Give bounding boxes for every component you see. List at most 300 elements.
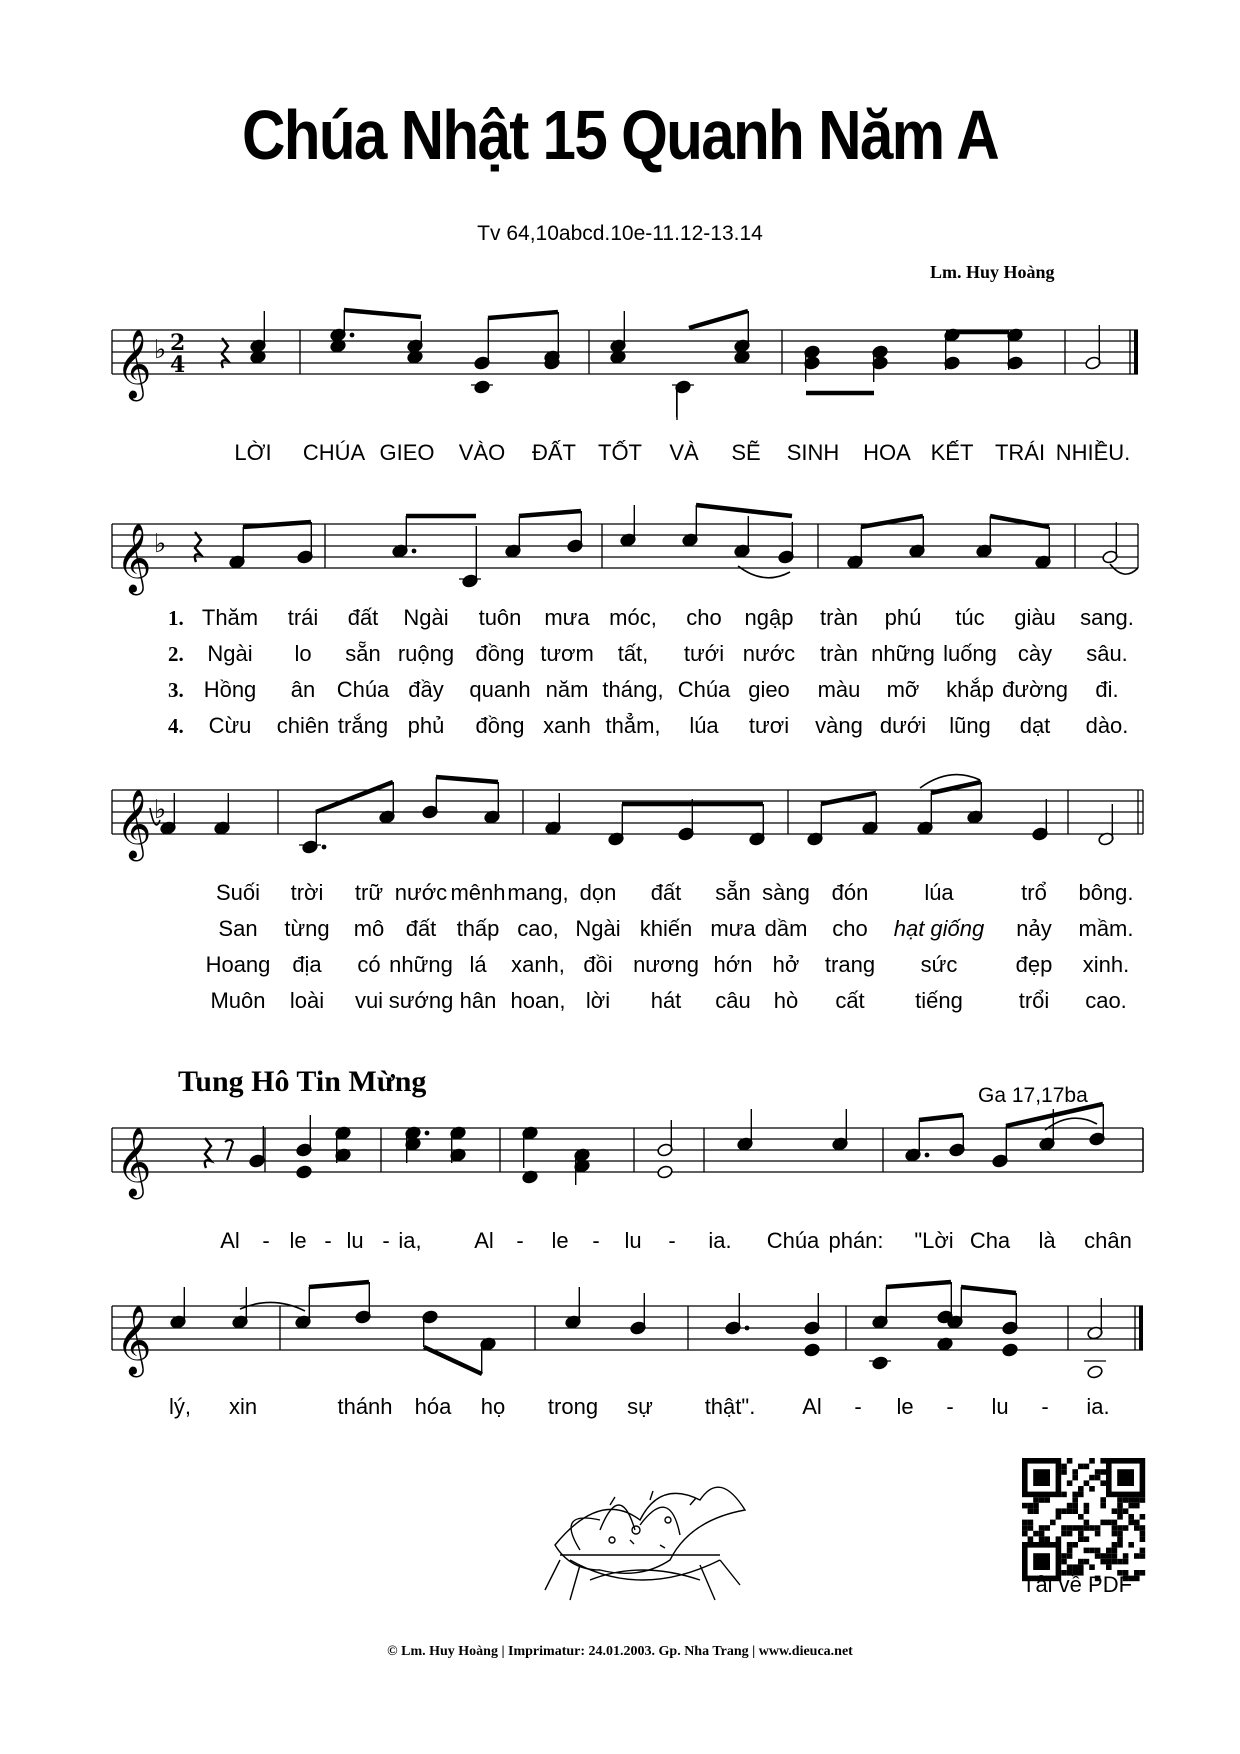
- verse-lyric: xinh.: [1082, 952, 1130, 977]
- verse-lyric: mưa: [710, 916, 756, 941]
- refrain-lyric: LỜI: [234, 440, 272, 465]
- verse-lyric: địa: [292, 952, 322, 977]
- qr-module: [1123, 1497, 1129, 1503]
- refrain-lyric: VÀO: [458, 440, 506, 465]
- verse-lyric: từng: [284, 916, 330, 941]
- alleluia-lyric: thánh: [337, 1394, 393, 1419]
- verse-lyric: những: [871, 641, 935, 666]
- qr-module: [1095, 1525, 1101, 1531]
- verse-lyric: hạt giống: [893, 916, 985, 941]
- beam: [309, 1282, 369, 1287]
- flower-illustration: [545, 1487, 745, 1600]
- qr-module: [1100, 1503, 1106, 1509]
- refrain-lyric: SINH: [786, 440, 840, 465]
- verse-lyric: vàng: [815, 713, 863, 738]
- note-head: [872, 1356, 889, 1371]
- qr-module: [1117, 1508, 1123, 1514]
- qr-module: [1112, 1520, 1118, 1526]
- alleluia-lyric: -: [324, 1228, 332, 1253]
- qr-module: [1033, 1531, 1039, 1537]
- alleluia-lyric: Al: [474, 1228, 494, 1253]
- verse-lyric: sang.: [1080, 605, 1134, 630]
- verse-lyric: câu: [715, 988, 751, 1013]
- qr-module: [1140, 1531, 1146, 1537]
- qr-module: [1117, 1503, 1123, 1509]
- verse-lyric: tháng,: [602, 677, 664, 702]
- qr-module: [1095, 1531, 1101, 1537]
- beam: [344, 310, 421, 317]
- qr-module: [1089, 1548, 1095, 1554]
- alleluia-lyric: -: [592, 1228, 600, 1253]
- qr-module: [1134, 1497, 1140, 1503]
- qr-module: [1039, 1531, 1045, 1537]
- qr-module: [1112, 1542, 1118, 1548]
- qr-module: [1140, 1514, 1146, 1520]
- qr-module: [1089, 1458, 1095, 1464]
- verse-lyric: đồi: [583, 952, 613, 977]
- qr-module: [1084, 1508, 1090, 1514]
- refrain-lyric: SẼ: [731, 440, 761, 465]
- qr-module: [1089, 1486, 1095, 1492]
- qr-module: [1044, 1525, 1050, 1531]
- qr-module: [1128, 1520, 1134, 1526]
- treble-clef: 𝄞: [116, 789, 152, 859]
- qr-module: [1061, 1531, 1067, 1537]
- augmentation-dot: [925, 1153, 930, 1158]
- alleluia-lyric: -: [262, 1228, 270, 1253]
- verse-lyric: gieo: [748, 677, 790, 702]
- verse-lyric: thẳm,: [605, 713, 661, 738]
- augmentation-dot: [412, 549, 417, 554]
- verse-lyric: Thăm: [201, 605, 259, 630]
- verse-lyric: lũng: [949, 713, 991, 738]
- qr-module: [1134, 1570, 1140, 1576]
- verse-lyric: trổi: [1018, 988, 1050, 1013]
- treble-clef: 𝄞: [116, 1127, 152, 1197]
- verse-lyric: tuôn: [478, 605, 522, 630]
- alleluia-lyric: le: [289, 1228, 307, 1253]
- verse-lyric: cày: [1017, 641, 1053, 666]
- qr-module: [1084, 1548, 1090, 1554]
- verse-lyric: móc,: [609, 605, 657, 630]
- verse-lyric: ruộng: [397, 641, 455, 666]
- qr-module: [1028, 1520, 1034, 1526]
- verse-lyric: ân: [290, 677, 316, 702]
- beam: [886, 1282, 951, 1287]
- verse-lyric: Hoang: [205, 952, 271, 977]
- verse-lyric: vui: [354, 988, 384, 1013]
- alleluia-lyric: -: [1041, 1394, 1049, 1419]
- verse-lyric: khiến: [639, 916, 693, 941]
- qr-module: [1095, 1548, 1101, 1554]
- footer-copyright: © Lm. Huy Hoàng | Imprimatur: 24.01.2003. Gp. Nha Trang | www.dieuca.net: [387, 1644, 853, 1659]
- time-signature: 4: [170, 352, 186, 378]
- composer: Lm. Huy Hoàng: [930, 262, 1055, 282]
- verse-lyric: mang,: [507, 880, 569, 905]
- augmentation-dot: [425, 1131, 430, 1136]
- lyrics: [168, 439, 1134, 1419]
- qr-module: [1140, 1548, 1146, 1554]
- qr-module: [1056, 1536, 1062, 1542]
- beam: [689, 311, 748, 328]
- verse-lyric: mô: [353, 916, 385, 941]
- qr-module: [1106, 1520, 1112, 1526]
- qr-module: [1117, 1542, 1123, 1548]
- verse-lyric: sàng: [762, 880, 810, 905]
- verse-lyric: mầm.: [1078, 916, 1134, 941]
- verse-lyric: nước: [742, 641, 796, 666]
- qr-module: [1140, 1570, 1146, 1576]
- beam: [931, 782, 981, 793]
- qr-module: [1078, 1525, 1084, 1531]
- alleluia-lyric: Chúa: [766, 1228, 820, 1253]
- qr-module: [1117, 1497, 1123, 1503]
- qr-module: [1044, 1497, 1050, 1503]
- verse-lyric: sâu.: [1086, 641, 1128, 666]
- augmentation-dot: [322, 845, 327, 850]
- qr-module: [1100, 1458, 1106, 1464]
- alleluia-lyric: xin: [228, 1394, 258, 1419]
- verse-lyric: luống: [943, 641, 997, 666]
- verse-lyric: lúa: [689, 713, 719, 738]
- qr-module: [1134, 1520, 1140, 1526]
- half-note: [657, 1165, 674, 1180]
- qr-module: [1072, 1525, 1078, 1531]
- qr-module: [1028, 1508, 1034, 1514]
- verse-lyric: lo: [294, 641, 312, 666]
- verse-lyric: bông.: [1078, 880, 1134, 905]
- qr-module: [1056, 1508, 1062, 1514]
- verse-lyric: Ngài: [575, 916, 621, 941]
- qr-module: [1084, 1520, 1090, 1526]
- qr-module: [1072, 1475, 1078, 1481]
- verse-lyric: loài: [289, 988, 325, 1013]
- verse-lyric: dào.: [1085, 713, 1129, 738]
- qr-module: [1117, 1531, 1123, 1537]
- verse-lyric: lá: [469, 952, 487, 977]
- qr-module: [1061, 1553, 1067, 1559]
- qr-module: [1022, 1520, 1028, 1526]
- qr-module: [1022, 1525, 1028, 1531]
- verse-lyric: phủ: [407, 713, 445, 738]
- verse-lyric: tất,: [617, 641, 649, 666]
- verse-lyric: tràn: [820, 605, 858, 630]
- verse-lyric: trữ: [354, 880, 384, 905]
- treble-clef: 𝄞: [116, 1305, 152, 1375]
- qr-finder: [1117, 1469, 1134, 1486]
- verse-lyric: Hồng: [203, 677, 257, 702]
- qr-module: [1112, 1531, 1118, 1537]
- final-barline: [1139, 1306, 1143, 1350]
- verse-lyric: nảy: [1016, 916, 1052, 941]
- verse-lyric: sức: [920, 952, 958, 977]
- verse-lyric: Chúa: [677, 677, 731, 702]
- verse-lyric: Cừu: [208, 713, 252, 738]
- verse-lyric: trổ: [1021, 880, 1047, 905]
- qr-module: [1117, 1525, 1123, 1531]
- qr-module: [1067, 1480, 1073, 1486]
- verse-lyric: hân: [459, 988, 497, 1013]
- qr-module: [1084, 1559, 1090, 1565]
- treble-clef: 𝄞: [116, 329, 152, 399]
- alleluia-lyric: ia.: [708, 1228, 732, 1253]
- beam: [488, 312, 558, 318]
- qr-module: [1072, 1508, 1078, 1514]
- verse-lyric: mỡ: [886, 677, 920, 702]
- refrain-lyric: GIEO: [379, 440, 435, 465]
- verse-lyric: lời: [585, 988, 611, 1013]
- alleluia-lyric: chân: [1084, 1228, 1132, 1253]
- verse-lyric: tiếng: [915, 988, 963, 1013]
- qr-module: [1134, 1553, 1140, 1559]
- verse-lyric: xanh: [543, 713, 591, 738]
- treble-clef: 𝄞: [116, 523, 152, 593]
- verse-lyric: trang: [824, 952, 876, 977]
- alleluia-lyric: sự: [627, 1394, 653, 1419]
- alleluia-lyric: "Lời: [914, 1228, 954, 1253]
- verse-lyric: đón: [831, 880, 869, 905]
- qr-module: [1056, 1514, 1062, 1520]
- alleluia-lyric: thật".: [704, 1394, 756, 1419]
- qr-module: [1112, 1559, 1118, 1565]
- alleluia-lyric: lu: [346, 1228, 364, 1253]
- verse-lyric: lúa: [924, 880, 954, 905]
- qr-module: [1072, 1492, 1078, 1498]
- verse-lyric: trời: [290, 880, 324, 905]
- alleluia-lyric: trong: [547, 1394, 599, 1419]
- verse-number: 4.: [168, 714, 184, 738]
- verse-lyric: đầy: [408, 677, 444, 702]
- beam: [961, 1287, 1016, 1293]
- verse-lyric: màu: [817, 677, 861, 702]
- qr-module: [1067, 1458, 1073, 1464]
- verse-lyric: đi.: [1095, 677, 1119, 702]
- verse-lyric: dọn: [579, 880, 617, 905]
- qr-module: [1095, 1469, 1101, 1475]
- qr-module: [1140, 1553, 1146, 1559]
- refrain-lyric: VÀ: [669, 440, 699, 465]
- slur: [1110, 564, 1138, 574]
- beam: [696, 505, 792, 516]
- alleluia-lyric: -: [854, 1394, 862, 1419]
- qr-module: [1067, 1564, 1073, 1570]
- qr-module: [1072, 1542, 1078, 1548]
- qr-module: [1078, 1492, 1084, 1498]
- qr-module: [1084, 1525, 1090, 1531]
- qr-module: [1084, 1464, 1090, 1470]
- gospel-reference: Ga 17,17ba: [978, 1084, 1088, 1107]
- qr-module: [1100, 1553, 1106, 1559]
- qr-module: [1084, 1480, 1090, 1486]
- qr-module: [1128, 1497, 1134, 1503]
- qr-module: [1028, 1503, 1034, 1509]
- qr-module: [1039, 1497, 1045, 1503]
- qr-module: [1067, 1548, 1073, 1554]
- qr-download-label[interactable]: Tải về PDF: [1022, 1572, 1133, 1597]
- qr-module: [1033, 1503, 1039, 1509]
- verse-lyric: nước: [394, 880, 448, 905]
- qr-module: [1061, 1464, 1067, 1470]
- qr-module: [1123, 1553, 1129, 1559]
- verse-lyric: Suối: [215, 880, 261, 905]
- qr-finder: [1033, 1469, 1050, 1486]
- qr-module: [1100, 1520, 1106, 1526]
- alleluia-lyric: Al: [802, 1394, 822, 1419]
- qr-module: [1095, 1553, 1101, 1559]
- song-title: Chúa Nhật 15 Quanh Năm A: [242, 96, 998, 174]
- qr-module: [1067, 1553, 1073, 1559]
- qr-module: [1050, 1520, 1056, 1526]
- qr-module: [1128, 1503, 1134, 1509]
- qr-module: [1061, 1508, 1067, 1514]
- verse-lyric: đẹp: [1015, 952, 1053, 977]
- verse-lyric: đất: [405, 916, 437, 941]
- qr-module: [1078, 1486, 1084, 1492]
- qr-module: [1033, 1508, 1039, 1514]
- verse-lyric: sướng: [388, 988, 454, 1013]
- qr-module: [1078, 1559, 1084, 1565]
- qr-module: [1128, 1542, 1134, 1548]
- staves: [112, 329, 1143, 1377]
- verse-lyric: sẵn: [345, 641, 381, 666]
- refrain-lyric: NHIỀU.: [1055, 440, 1131, 465]
- time-signature: 2: [170, 330, 186, 356]
- alleluia-lyric: -: [946, 1394, 954, 1419]
- qr-module: [1067, 1503, 1073, 1509]
- verse-lyric: trắng: [337, 713, 389, 738]
- verse-lyric: tưới: [683, 641, 725, 666]
- key-flat: ♭: [154, 795, 167, 825]
- qr-module: [1140, 1536, 1146, 1542]
- alleluia-lyric: le: [896, 1394, 914, 1419]
- verse-lyric: cất: [835, 988, 865, 1013]
- refrain-lyric: TỐT: [598, 440, 642, 465]
- beam: [316, 782, 393, 812]
- refrain-lyric: KẾT: [930, 440, 974, 465]
- verse-lyric: đường: [1002, 677, 1068, 702]
- alleluia-lyric: -: [668, 1228, 676, 1253]
- verse-lyric: đồng: [475, 713, 525, 738]
- qr-module: [1112, 1548, 1118, 1554]
- qr-module: [1061, 1492, 1067, 1498]
- qr-module: [1022, 1531, 1028, 1537]
- beam: [1006, 1104, 1103, 1126]
- key-flat: ♭: [154, 529, 167, 559]
- qr-module: [1128, 1514, 1134, 1520]
- verse-lyric: cho: [832, 916, 868, 941]
- qr-module: [1134, 1525, 1140, 1531]
- qr-module: [1089, 1525, 1095, 1531]
- verse-lyric: dạt: [1019, 713, 1051, 738]
- verse-lyric: hò: [773, 988, 799, 1013]
- verse-lyric: xanh,: [511, 952, 565, 977]
- qr-module: [1123, 1559, 1129, 1565]
- qr-module: [1078, 1514, 1084, 1520]
- qr-code[interactable]: [1022, 1458, 1145, 1581]
- verse-lyric: sẵn: [715, 880, 751, 905]
- verse-lyric: nương: [633, 952, 699, 977]
- qr-module: [1061, 1525, 1067, 1531]
- qr-module: [1067, 1531, 1073, 1537]
- qr-module: [1106, 1564, 1112, 1570]
- key-flat: ♭: [154, 335, 167, 365]
- alleluia-lyric: là: [1038, 1228, 1056, 1253]
- qr-module: [1072, 1469, 1078, 1475]
- alleluia-lyric: hóa: [414, 1394, 452, 1419]
- verse-lyric: đất: [650, 880, 682, 905]
- alleluia-lyric: lu: [991, 1394, 1009, 1419]
- verse-lyric: khắp: [946, 677, 994, 702]
- verse-lyric: có: [357, 952, 381, 977]
- verse-lyric: ngập: [744, 605, 794, 630]
- verse-lyric: năm: [545, 677, 589, 702]
- verse-lyric: Muôn: [210, 988, 266, 1013]
- quarter-rest: [205, 1138, 211, 1168]
- qr-module: [1067, 1525, 1073, 1531]
- qr-module: [1112, 1508, 1118, 1514]
- verse-lyric: cao.: [1085, 988, 1127, 1013]
- alleluia-lyric: ia,: [398, 1228, 422, 1253]
- psalm-reference: Tv 64,10abcd.10e-11.12-13.14: [477, 222, 763, 245]
- beam: [436, 777, 498, 782]
- qr-finder: [1033, 1553, 1050, 1570]
- note-head: [296, 1165, 313, 1180]
- qr-module: [1106, 1559, 1112, 1565]
- verse-lyric: trái: [287, 605, 319, 630]
- verse-lyric: Ngài: [403, 605, 449, 630]
- augmentation-dot: [745, 1326, 750, 1331]
- qr-module: [1072, 1497, 1078, 1503]
- half-note: [1087, 1365, 1104, 1380]
- alleluia-lyric: phán:: [828, 1228, 884, 1253]
- alleluia-lyric: họ: [480, 1394, 506, 1419]
- refrain-lyric: HOA: [863, 440, 911, 465]
- alleluia-lyric: Al: [220, 1228, 240, 1253]
- verse-lyric: tươm: [540, 641, 594, 666]
- qr-module: [1084, 1536, 1090, 1542]
- verse-lyric: San: [218, 916, 258, 941]
- verse-number: 1.: [168, 606, 184, 630]
- verse-lyric: Ngài: [207, 641, 253, 666]
- qr-module: [1112, 1525, 1118, 1531]
- qr-module: [1100, 1559, 1106, 1565]
- alleluia-lyric: Cha: [969, 1228, 1011, 1253]
- beam: [243, 522, 311, 527]
- verse-lyric: túc: [955, 605, 985, 630]
- verse-number: 3.: [168, 678, 184, 702]
- verse-lyric: đất: [347, 605, 379, 630]
- verse-lyric: giàu: [1014, 605, 1056, 630]
- verse-lyric: dầm: [764, 916, 808, 941]
- verse-lyric: hở: [772, 952, 800, 977]
- alleluia-lyric: -: [516, 1228, 524, 1253]
- qr-module: [1039, 1536, 1045, 1542]
- verse-lyric: tràn: [820, 641, 858, 666]
- verse-lyric: mưa: [544, 605, 590, 630]
- qr-module: [1117, 1559, 1123, 1565]
- qr-module: [1061, 1559, 1067, 1565]
- qr-module: [1117, 1514, 1123, 1520]
- qr-module: [1072, 1564, 1078, 1570]
- note-head: [804, 1343, 821, 1358]
- refrain-lyric: TRÁI: [994, 440, 1046, 465]
- note-head: [474, 380, 491, 395]
- beam: [861, 516, 923, 527]
- qr-module: [1078, 1564, 1084, 1570]
- alleluia-lyric: ia.: [1086, 1394, 1110, 1419]
- qr-module: [1022, 1503, 1028, 1509]
- qr-module: [1039, 1525, 1045, 1531]
